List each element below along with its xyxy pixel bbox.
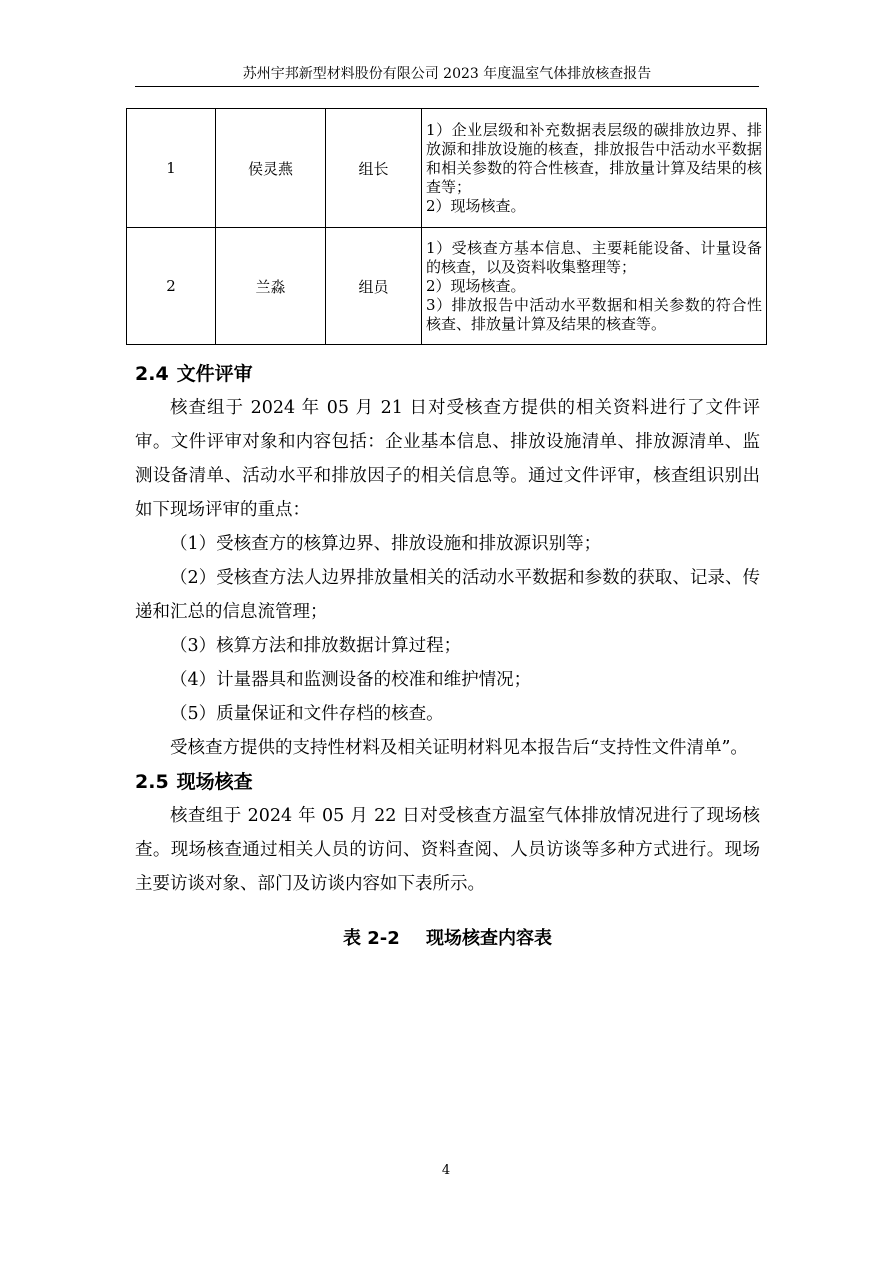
list-item: （1）受核查方的核算边界、排放设施和排放源识别等；	[170, 534, 602, 554]
section-title: 现场核查	[176, 771, 253, 793]
section-number: 2.5	[135, 771, 169, 793]
cell-role: 组员	[326, 228, 422, 345]
list-item: （3）核算方法和排放数据计算过程；	[170, 636, 462, 656]
list-item: （4）计量器具和监测设备的校准和维护情况；	[170, 670, 532, 690]
cell-duties: 1）企业层级和补充数据表层级的碳排放边界、排放源和排放设施的核查，排放报告中活动水平数据和相关参数的符合性核查，排放量计算及结果的核查等； 2）现场核查。	[422, 109, 767, 228]
cell-name: 侯灵燕	[216, 109, 326, 228]
page-body	[135, 357, 760, 952]
running-header: 苏州宇邦新型材料股份有限公司 2023 年度温室气体排放核查报告	[242, 66, 652, 82]
cell-number: 1	[127, 109, 216, 228]
table-row	[127, 228, 767, 345]
section-number: 2.4	[135, 363, 169, 385]
paragraph: 核查组于 2024 年 05 月 22 日对受核查方温室气体排放情况进行了现场核查。现场核查通过相关人员的访问、资料查阅、人员访谈等多种方式进行。现场主要访谈对象、部门及访谈内容如下表所示。	[135, 806, 760, 894]
cell-role: 组长	[326, 109, 422, 228]
table-row	[127, 109, 767, 228]
table-title: 现场核查内容表	[426, 928, 553, 949]
cell-duties: 1）受核查方基本信息、主要耗能设备、计量设备的核查，以及资料收集整理等； 2）现场核查。 3）排放报告中活动水平数据和相关参数的符合性核查、排放量计算及结果的核查等。	[422, 228, 767, 345]
cell-number: 2	[127, 228, 216, 345]
list-item: （5）质量保证和文件存档的核查。	[170, 704, 444, 724]
paragraph: 核查组于 2024 年 05 月 21 日对受核查方提供的相关资料进行了文件评审。文件评审对象和内容包括：企业基本信息、排放设施清单、排放源清单、监测设备清单、活动水平和排放因子的相关信息等。通过文件评审，核查组识别出如下现场评审的重点：	[135, 398, 760, 520]
table-caption	[135, 926, 760, 952]
page-number: 4	[441, 1163, 451, 1178]
list-item: （2）受核查方法人边界排放量相关的活动水平数据和参数的获取、记录、传递和汇总的信息流管理；	[135, 568, 760, 622]
section-heading-2-4	[135, 357, 760, 391]
verification-team-table	[126, 108, 767, 345]
section-heading-2-5	[135, 765, 760, 799]
section-title: 文件评审	[176, 363, 253, 385]
paragraph: 受核查方提供的支持性材料及相关证明材料见本报告后“支持性文件清单”。	[170, 738, 748, 758]
table-number: 表 2-2	[342, 928, 400, 949]
cell-name: 兰淼	[216, 228, 326, 345]
header-rule	[135, 86, 759, 87]
